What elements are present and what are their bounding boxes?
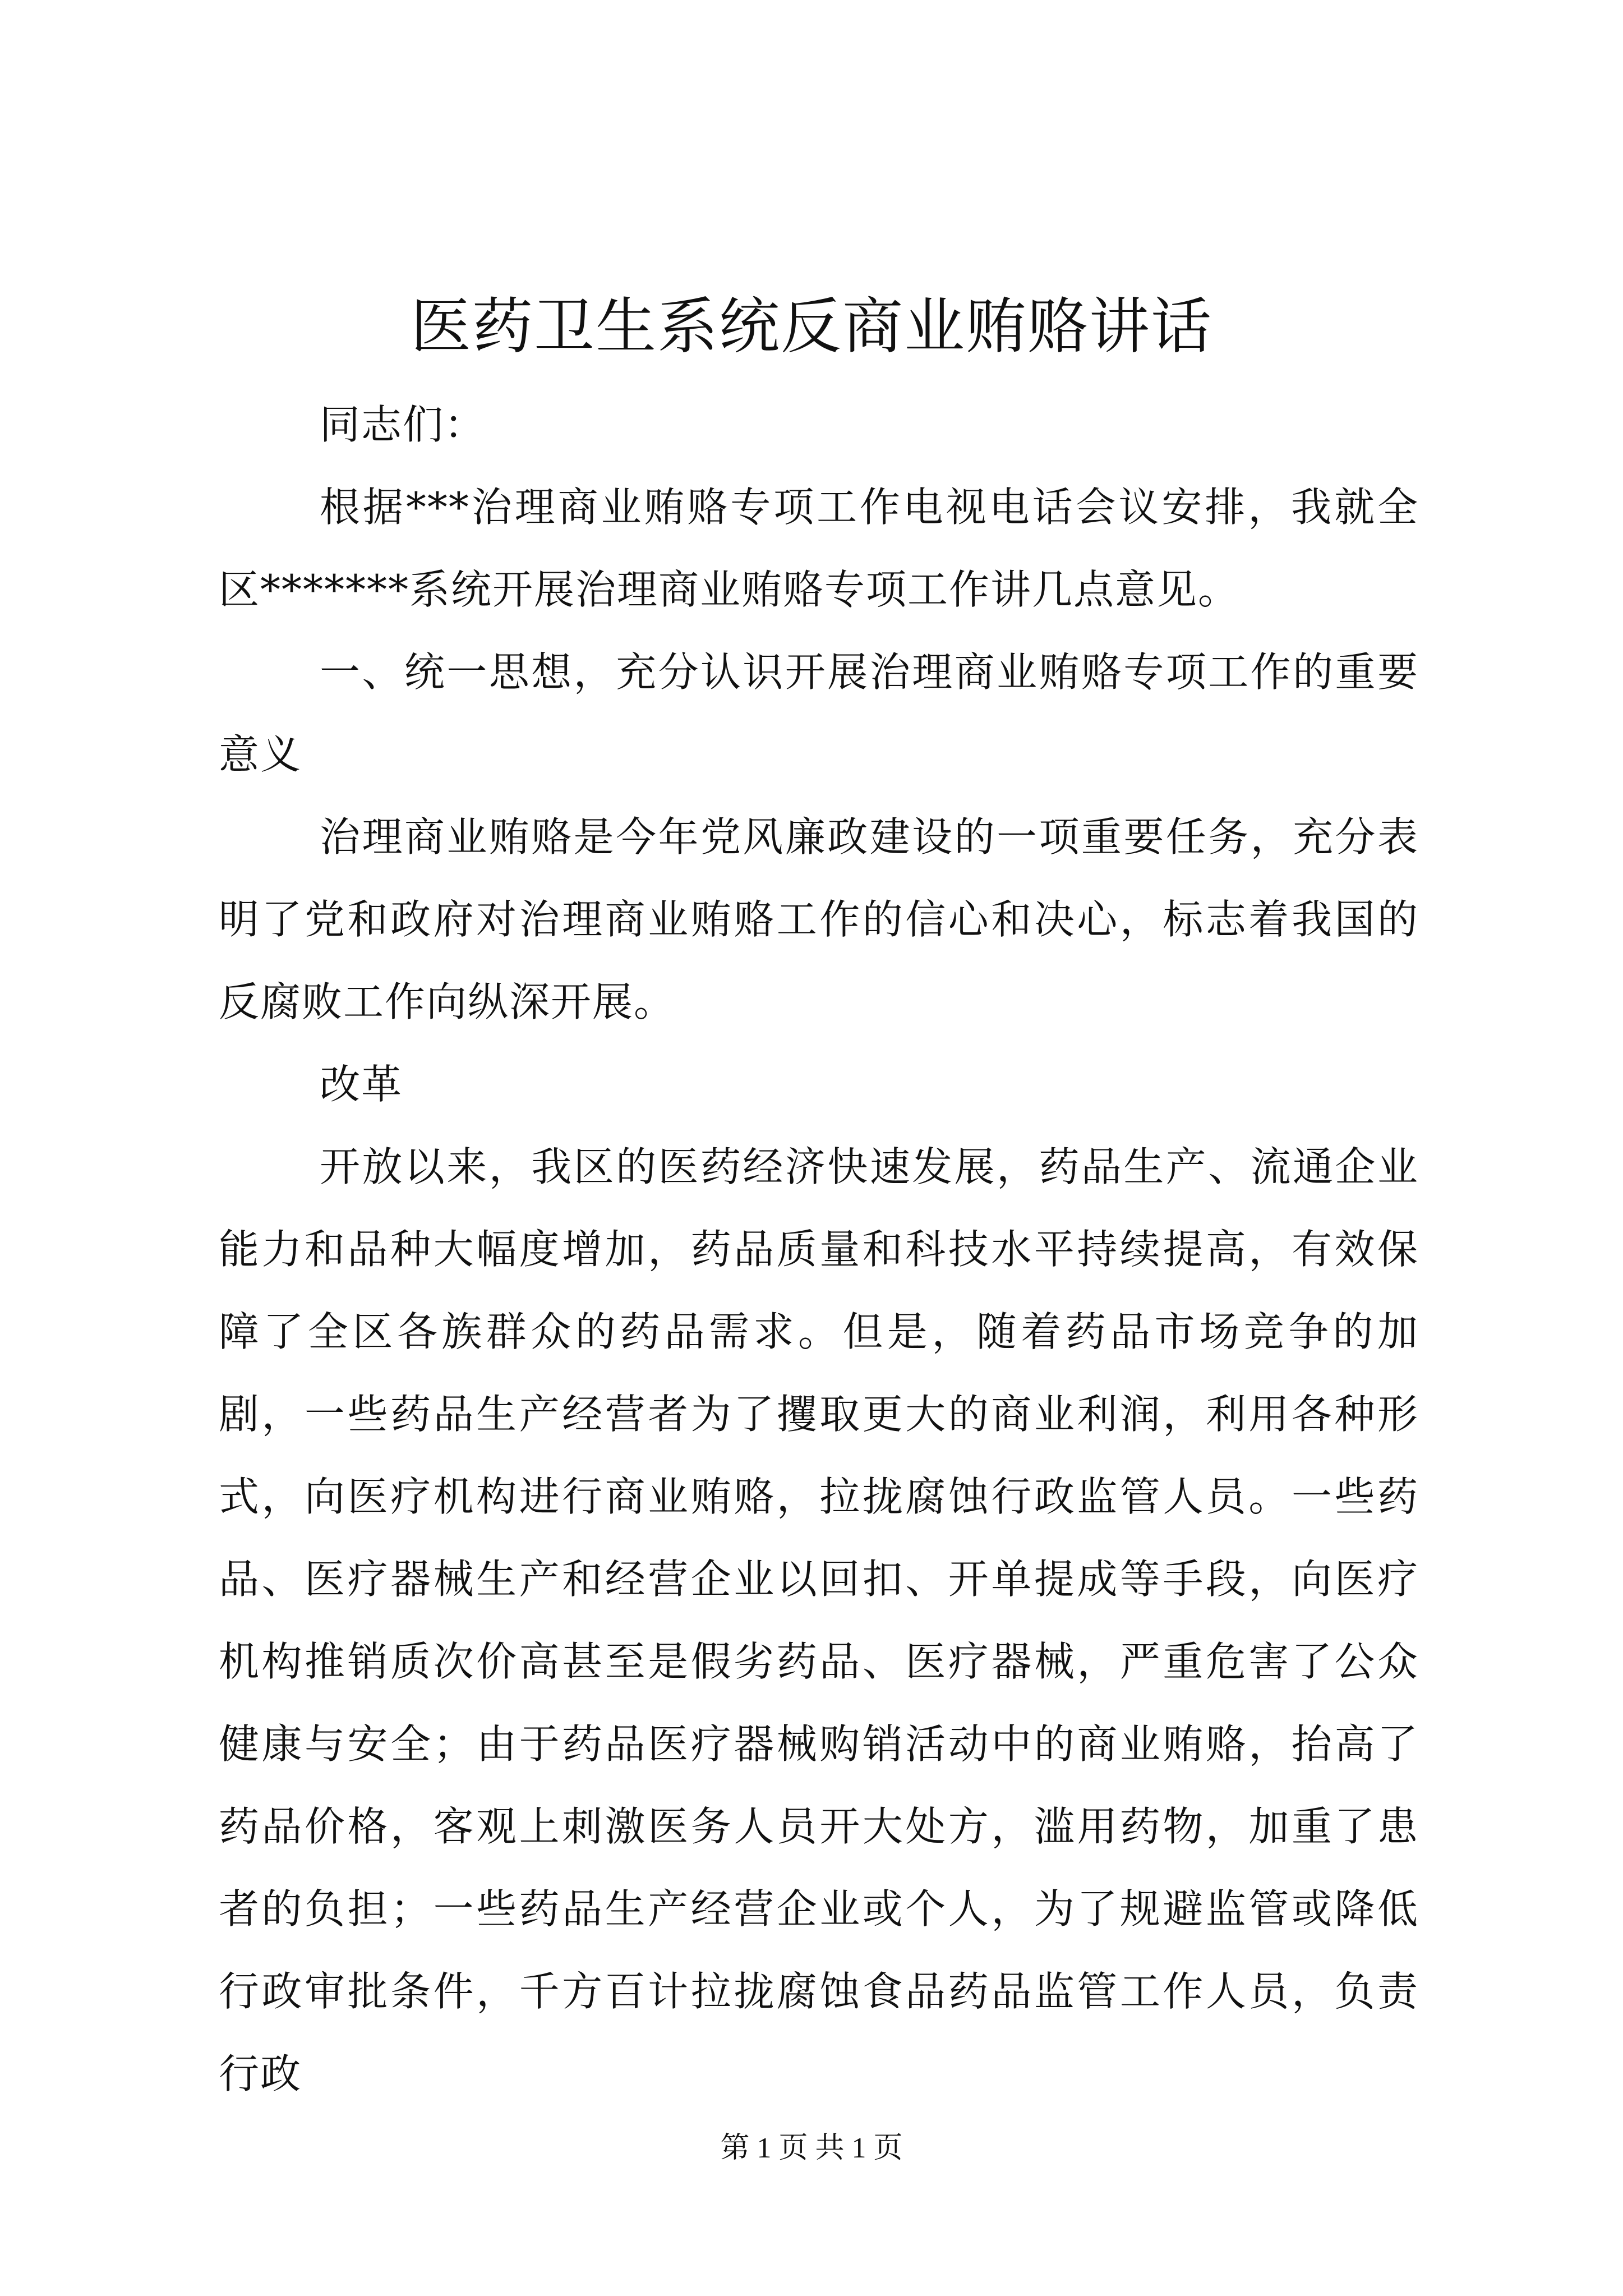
section-heading-1: 一、统一思想，充分认识开展治理商业贿赂专项工作的重要意义 xyxy=(219,648,1419,778)
paragraph-reform: 改革 xyxy=(320,1061,403,1108)
paragraph-opening: 开放以来，我区的医药经济快速发展，药品生产、流通企业能力和品种大幅度增加，药品质量和科技水平持续提高，有效保障了全区各族群众的药品需求。但是，随着药品市场竞争的加剧，一些药品生产经营者为了攫取更大的商业利润，利用各种形式，向医疗机构进行商业贿赂，拉拢腐蚀行政监管人员。一些药品、医疗器械生产和经营企业以回扣、开单提成等手段，向医疗机构推销质次价高甚至是假劣药品、医疗器械，严重危害了公众健康与安全；由于药品医疗器械购销活动中的商业贿赂，抬高了药品价格，客观上刺激医务人员开大处方，滥用药物，加重了患者的负担；一些药品生产经营企业或个人，为了规避监管或降低行政审批条件，千方百计拉拢腐蚀食品药品监管工作人员，负责行政 xyxy=(219,1143,1419,2097)
paragraph-intro: 根据***治理商业贿赂专项工作电视电话会议安排，我就全区*******系统开展治理商业贿赂专项工作讲几点意见。 xyxy=(219,484,1419,613)
paragraph-significance: 治理商业贿赂是今年党风廉政建设的一项重要任务，充分表明了党和政府对治理商业贿赂工作的信心和决心，标志着我国的反腐败工作向纵深开展。 xyxy=(219,813,1419,1025)
paragraph-salutation: 同志们： xyxy=(320,401,486,448)
document-title: 医药卫生系统反商业贿赂讲话 xyxy=(410,292,1212,362)
document-body xyxy=(219,384,1419,2115)
page-number-footer: 第 1 页 共 1 页 xyxy=(720,2132,903,2164)
